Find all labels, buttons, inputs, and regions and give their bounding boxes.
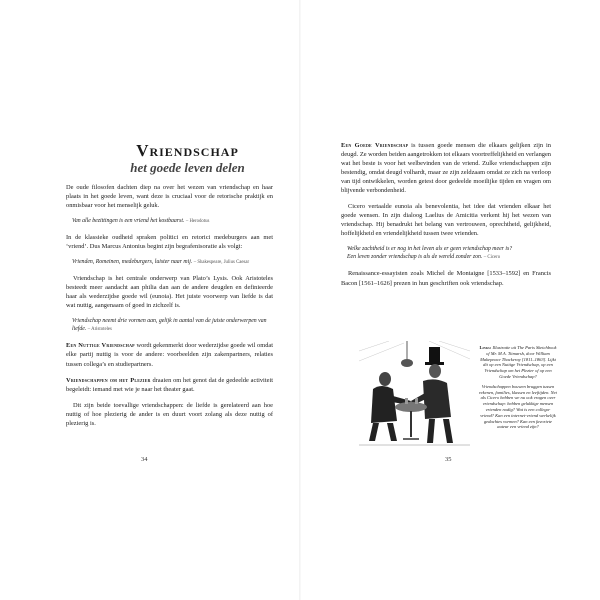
quote-line: Welke zachtheid is er nog in het leven als er geen vriendschap meer is? [347, 246, 513, 253]
paragraph-text: wordt gekenmerkt door wederzijdse goede wil omdat elke partij nuttig is voor de andere: voorbeelden zijn zakenpartners, relaties tussen collega’s en studiepartners. [66, 342, 273, 368]
paragraph: Cicero vertaalde eunoia als benevolentia, het idee dat vrienden elkaar het goede wensen. In zijn dialoog Laelius de Amicitia verkent hij het wezen van vriendschap. Hij benadrukt het belang van vertrouwen, oprechtheid, gelijkheid, hoffelijkheid en vriendelijkheid tussen twee vrienden. [341, 203, 551, 238]
paragraph: Vriendschap is het centrale onderwerp van Plato’s Lysis. Ook Aristoteles besteedt meer aandacht aan philia dan aan de andere deugden en definieerde haar als wederzijdse goede wil (eunoia). Het juiste voorwerp van liefde is dat wat nuttig, aangenaam of goed in zichzelf is. [66, 275, 273, 310]
left-text-column [66, 183, 273, 435]
pull-quote [72, 317, 273, 334]
paragraph [66, 376, 273, 394]
paragraph: In de klassieke oudheid spraken politici en retorici medeburgers aan met ‘vriend’. Dus Marcus Antonius begint zijn begrafenisoratie als volgt: [66, 234, 273, 251]
quote-source: – Shakespeare, Julius Caesar [193, 260, 250, 266]
quote-text: Vriendschap neemt drie vormen aan, gelijk in aantal van de juiste onderwerpen van liefde. [72, 318, 267, 333]
quote-source: – Herodotus [185, 219, 210, 225]
caption-label: Links: [479, 345, 492, 350]
paragraph [341, 141, 551, 195]
page-number-left: 34 [141, 456, 148, 463]
caption-text: Vriendschappen bouwen bruggen tussen rekenen, families, klassen en leeftijden. Net als Cicero hebben we nu ook vragen over vriendschap: hebben gelukkige mensen vrienden nodig? Wat is een collega-vriend? Kan een internet-vriend werkelijk gedachtes vormen? Kan een favoriete auteur een vriend zijn? [479, 383, 557, 430]
caption-paragraph [479, 345, 557, 380]
quote-line: Een leven zonder vriendschap is als de wereld zonder zon. – Cicero [347, 254, 501, 261]
paragraph-lead: Vriendschappen om het Plezier [66, 376, 151, 384]
paragraph-text: is tussen goede mensen die elkaars gelijken zijn in deugd. Ze worden beiden aangetrokken tot elkaars voortreffelijkheid en verlangen wat het beste is voor het welbevinden van de vriend. Zulke vriendschappen zijn bestendig, omdat deugd volhardt, maar ze zijn zeldzaam omdat ze zich na verloop van tijd ontwikkelen, worden getest door gedeelde moeilijke tijden en vragen om blijvende verbondenheid. [341, 142, 551, 195]
quote-source: – Cicero [483, 255, 501, 261]
page-number-right: 35 [445, 456, 452, 463]
paragraph-text: draaien om het genot dat de gedeelde activiteit begeleidt: iemand met wie je naar het theater gaat. [66, 376, 273, 393]
chapter-subtitle: het goede leven delen [130, 160, 245, 175]
illustration-caption [479, 345, 557, 434]
paragraph [66, 341, 273, 368]
paragraph: De oude filosofen dachten diep na over het wezen van vriendschap en haar plaats in het goede leven, want deze is cruciaal voor de retorische praktijk en onmisbaar voor het menselijk geluk. [66, 184, 273, 210]
caption-text: Illustratie uit The Paris Sketchbook of Mr. M.A. Titmarsh, door William Makepeace Thackeray [1811–1863]. Lijkt dit op een Nuttige Vriendschap, op een Vriendschap om het Plezier of op een Goede Vriendschap? [480, 345, 557, 379]
quote-source: – Aristoteles [87, 327, 112, 333]
pull-quote [347, 245, 551, 262]
pull-quote [72, 258, 273, 267]
paragraph: Dit zijn beide toevallige vriendschappen: de liefde is gerelateerd aan hoe nuttig of hoe plezierig de ander is en duurt voort zolang als deze nuttig of plezierig is. [66, 401, 273, 427]
paragraph: Renaissance-essayisten zoals Michel de Montaigne [1533–1592] en Francis Bacon [1561–1626] prezen in hun geschriften ook vriendschap. [341, 270, 551, 287]
engraving-illustration [359, 341, 470, 449]
right-text-column [341, 141, 551, 295]
caption-paragraph [479, 384, 557, 430]
paragraph-lead: Een Nuttige Vriendschap [66, 342, 135, 350]
paragraph-lead: Een Goede Vriendschap [341, 142, 409, 149]
quote-text: Van alle bezittingen is een vriend het kostbaarst. [72, 218, 185, 225]
quote-text: Vrienden, Romeinen, medeburgers, luister naar mij. [72, 259, 193, 266]
right-page [300, 0, 600, 600]
pull-quote [72, 217, 273, 226]
chapter-title: Vriendschap [136, 141, 239, 160]
